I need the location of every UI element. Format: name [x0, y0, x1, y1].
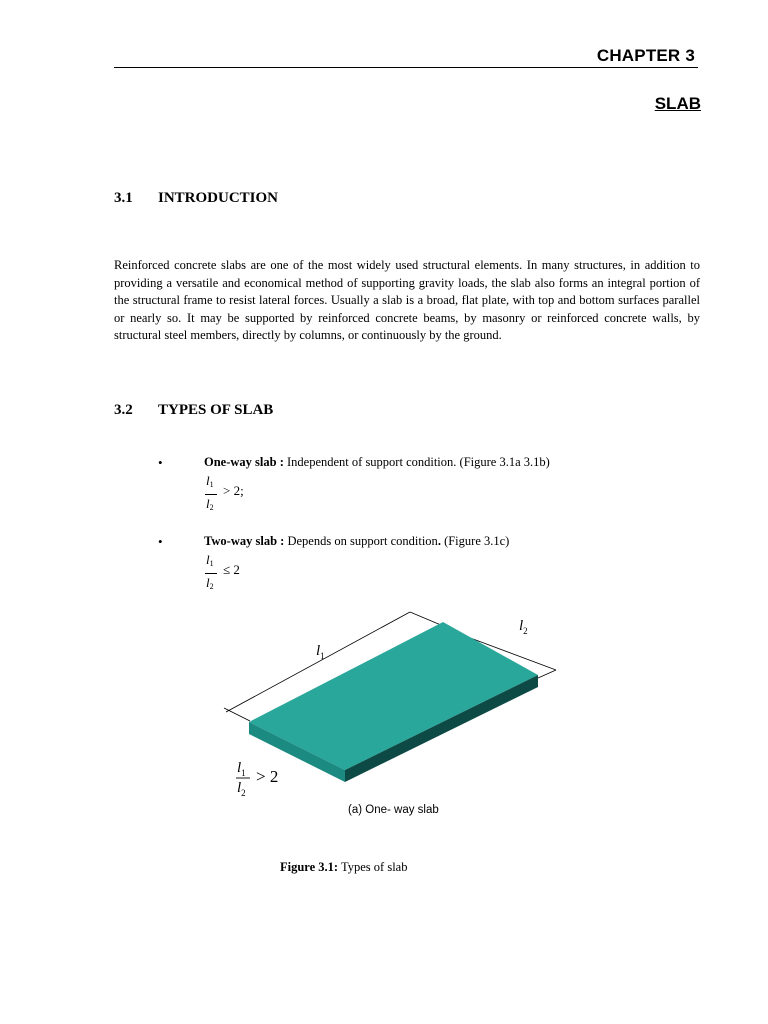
svg-text:l1: $l_1$ [237, 760, 246, 778]
l1-left-tick [224, 708, 250, 721]
one-way-slab-formula: $l_1$ $l_2$ > 2; [206, 473, 244, 512]
chapter-title: SLAB [654, 94, 701, 113]
one-way-slab-description: Independent of support condition. (Figure 3.1a 3.1b) [283, 455, 550, 469]
one-way-slab-figure [216, 600, 566, 800]
figure-subcaption: (a) One- way slab [348, 804, 439, 816]
one-way-slab-item [204, 455, 550, 470]
one-way-slab-label: One-way slab : [204, 455, 284, 469]
figure-caption-label: Figure 3.1: [280, 860, 339, 874]
figure-caption [280, 860, 407, 875]
bullet-icon: • [158, 534, 163, 549]
two-way-slab-formula: $l_1$ $l_2$ ≤ 2 [206, 552, 240, 591]
l2-right-tick [538, 670, 556, 678]
formula-relation: > 2; [223, 483, 244, 498]
figure-ratio [236, 760, 278, 798]
slab-illustration [216, 600, 566, 800]
two-way-slab-label: Two-way slab : [204, 534, 285, 548]
figure-label-l1: $l_1$ [316, 643, 325, 661]
section-heading-types-of-slab [114, 402, 273, 419]
section-title: TYPES OF SLAB [158, 402, 274, 418]
figure-label-l2: $l_2$ [519, 618, 528, 636]
svg-text:> 2: > 2 [256, 767, 279, 786]
formula-relation: ≤ 2 [223, 562, 240, 577]
svg-text:l2: $l_2$ [237, 780, 246, 798]
section-title: INTRODUCTION [158, 190, 279, 206]
header-rule [114, 67, 698, 68]
figure-caption-text: Types of slab [338, 860, 408, 874]
introduction-paragraph: Reinforced concrete slabs are one of the most widely used structural elements. In many structures, in addition to providing a versatile and economical method of supporting gravity loads, the slab also forms an integral portion of the structural frame to resist lateral forces. Usually a slab is a broad, flat plate, with top and bottom surfaces parallel or nearly so. It may be supported by reinforced concrete beams, by masonry or reinforced concrete walls, by structural steel members, directly by columns, or continuously by the ground. [114, 258, 700, 342]
chapter-number: CHAPTER 3 [596, 46, 695, 65]
section-number: 3.2 [114, 402, 133, 418]
two-way-slab-item: Two-way slab : Depends on support condition. (Figure 3.1c) [204, 534, 510, 548]
two-way-slab-description: Depends on support condition [284, 534, 438, 548]
section-number: 3.1 [114, 190, 133, 206]
bullet-icon: • [158, 455, 163, 470]
section-heading-introduction [114, 190, 278, 207]
